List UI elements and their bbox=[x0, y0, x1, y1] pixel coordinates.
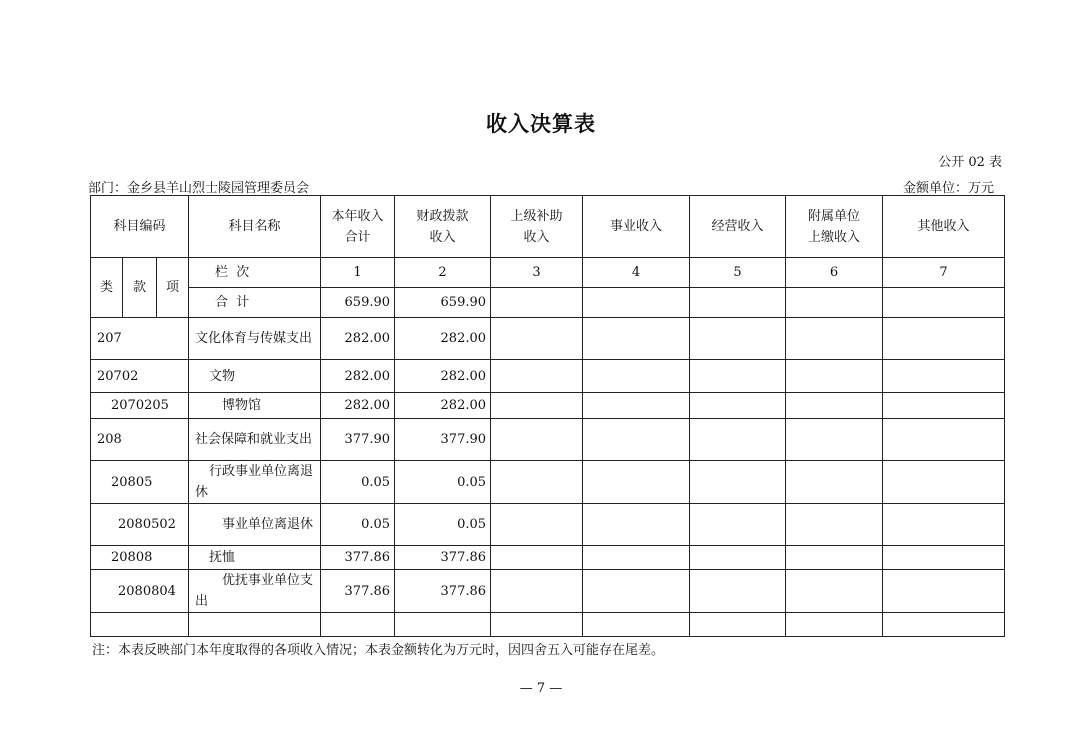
row-name: 事业单位离退休 bbox=[189, 504, 321, 546]
row-v2: 282.00 bbox=[395, 393, 491, 419]
header-col-5: 经营收入 bbox=[690, 196, 786, 258]
row-name: 行政事业单位离退休 bbox=[189, 461, 321, 504]
row-name: 文化体育与传媒支出 bbox=[189, 318, 321, 360]
row-v2: 282.00 bbox=[395, 360, 491, 393]
row-name: 文物 bbox=[189, 360, 321, 393]
row-v1: 282.00 bbox=[321, 318, 395, 360]
row-v2: 377.90 bbox=[395, 419, 491, 461]
header-col-4: 事业收入 bbox=[583, 196, 690, 258]
total-label: 合 计 bbox=[189, 288, 321, 318]
form-number: 公开 02 表 bbox=[938, 155, 1002, 170]
empty-row bbox=[91, 613, 1005, 637]
header-xiang: 项 bbox=[157, 258, 189, 318]
row-name: 抚恤 bbox=[189, 546, 321, 570]
unit-label: 金额单位：万元 bbox=[902, 181, 994, 196]
total-row bbox=[91, 288, 1005, 318]
row-name: 博物馆 bbox=[189, 393, 321, 419]
row-v2: 0.05 bbox=[395, 461, 491, 504]
page-title: 收入决算表 bbox=[486, 111, 596, 136]
row-v1: 282.00 bbox=[321, 393, 395, 419]
header-col-2: 财政拨款 收入 bbox=[395, 196, 491, 258]
col-num-5: 5 bbox=[690, 258, 786, 288]
header-col-1: 本年收入 合计 bbox=[321, 196, 395, 258]
header-col-6: 附属单位 上缴收入 bbox=[786, 196, 883, 258]
row-code: 2080804 bbox=[91, 570, 189, 613]
row-v1: 377.90 bbox=[321, 419, 395, 461]
header-name: 科目名称 bbox=[189, 196, 321, 258]
header-col-3: 上级补助 收入 bbox=[491, 196, 583, 258]
department-label: 部门：金乡县羊山烈士陵园管理委员会 bbox=[88, 181, 310, 196]
header-col-7: 其他收入 bbox=[883, 196, 1005, 258]
lanci-label: 栏 次 bbox=[189, 258, 321, 288]
header-kuan: 款 bbox=[123, 258, 157, 318]
table-row bbox=[91, 419, 1005, 461]
income-table bbox=[90, 195, 1005, 637]
footnote: 注：本表反映部门本年度取得的各项收入情况；本表金额转化为万元时，因四舍五入可能存在尾差。 bbox=[92, 643, 665, 658]
row-v2: 0.05 bbox=[395, 504, 491, 546]
col-num-3: 3 bbox=[491, 258, 583, 288]
row-name: 社会保障和就业支出 bbox=[189, 419, 321, 461]
row-name: 优抚事业单位支出 bbox=[189, 570, 321, 613]
col-num-6: 6 bbox=[786, 258, 883, 288]
row-v2: 282.00 bbox=[395, 318, 491, 360]
col-num-1: 1 bbox=[321, 258, 395, 288]
row-v2: 377.86 bbox=[395, 570, 491, 613]
header-row bbox=[91, 196, 1005, 258]
table-row bbox=[91, 393, 1005, 419]
table-row bbox=[91, 318, 1005, 360]
col-num-4: 4 bbox=[583, 258, 690, 288]
row-v1: 377.86 bbox=[321, 546, 395, 570]
table-row bbox=[91, 360, 1005, 393]
col-num-2: 2 bbox=[395, 258, 491, 288]
row-code: 2080502 bbox=[91, 504, 189, 546]
table-row bbox=[91, 570, 1005, 613]
row-v2: 377.86 bbox=[395, 546, 491, 570]
row-code: 20805 bbox=[91, 461, 189, 504]
row-code: 208 bbox=[91, 419, 189, 461]
row-v1: 282.00 bbox=[321, 360, 395, 393]
row-code: 20702 bbox=[91, 360, 189, 393]
column-number-row bbox=[91, 258, 1005, 288]
table-row bbox=[91, 504, 1005, 546]
col-num-7: 7 bbox=[883, 258, 1005, 288]
row-v1: 0.05 bbox=[321, 461, 395, 504]
header-code: 科目编码 bbox=[91, 196, 189, 258]
row-code: 2070205 bbox=[91, 393, 189, 419]
row-v1: 0.05 bbox=[321, 504, 395, 546]
row-code: 20808 bbox=[91, 546, 189, 570]
total-v1: 659.90 bbox=[321, 288, 395, 318]
row-v1: 377.86 bbox=[321, 570, 395, 613]
header-lei: 类 bbox=[91, 258, 123, 318]
total-v2: 659.90 bbox=[395, 288, 491, 318]
table-row bbox=[91, 546, 1005, 570]
page-number: — 7 — bbox=[519, 681, 563, 696]
row-code: 207 bbox=[91, 318, 189, 360]
table-row bbox=[91, 461, 1005, 504]
